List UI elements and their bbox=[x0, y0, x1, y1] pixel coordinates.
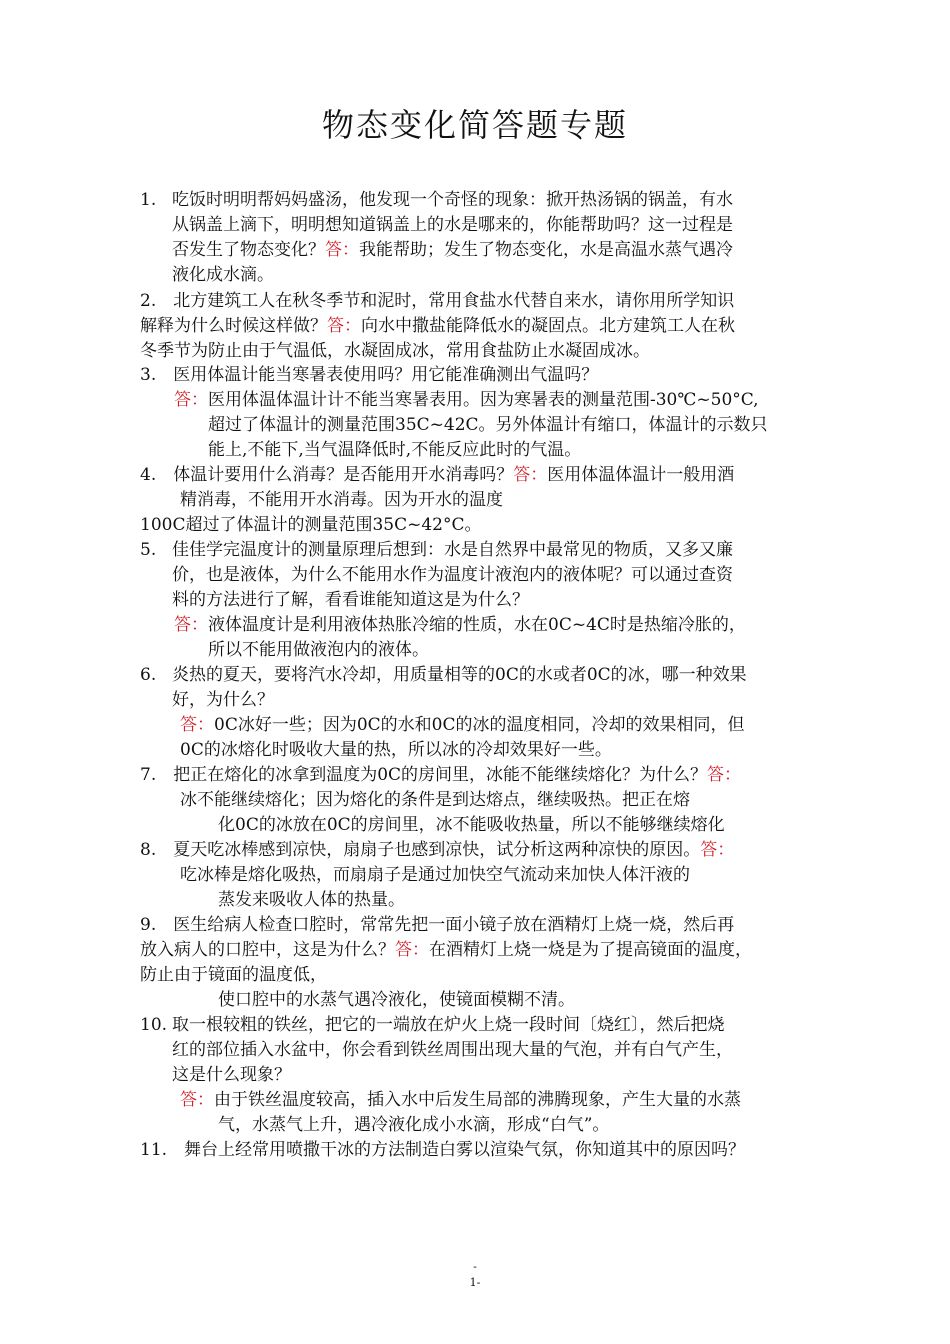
answer-2-line-2: 冬季节为防止由于气温低，水凝固成冰，常用食盐防止水凝固成冰。 bbox=[140, 341, 650, 361]
answer-9-text: 在酒精灯上烧一烧是为了提高镜面的温度， bbox=[429, 940, 752, 960]
question-5-line-3: 料的方法进行了解，看看谁能知道这是为什么？ bbox=[172, 590, 529, 610]
answer-6-line-1 bbox=[180, 713, 744, 737]
answer-4-line-2: 精消毒，不能用开水消毒。因为开水的温度 bbox=[180, 490, 503, 510]
answer-10-line-2: 气，水蒸气上升，遇冷液化成小水滴，形成“白气”。 bbox=[218, 1115, 610, 1135]
question-10-line-1: 取一根较粗的铁丝，把它的一端放在炉火上烧一段时间〔烧红〕，然后把烧 bbox=[172, 1015, 725, 1035]
question-5-line-1: 佳佳学完温度计的测量原理后想到：水是自然界中最常见的物质，又多又廉 bbox=[172, 540, 733, 560]
question-8-line-1 bbox=[140, 838, 734, 862]
answer-4-text: 医用体温体温计一般用酒 bbox=[547, 465, 735, 485]
answer-1-text: 我能帮助；发生了物态变化，水是高温水蒸气遇冷 bbox=[359, 240, 733, 260]
question-1-line-2: 从锅盖上滴下，明明想知道锅盖上的水是哪来的，你能帮助吗？这一过程是 bbox=[172, 215, 733, 235]
answer-8-line-2: 蒸发来吸收人体的热量。 bbox=[218, 890, 405, 910]
question-10-line-2: 红的部位插入水盆中，你会看到铁丝周围出现大量的气泡，并有白气产生， bbox=[172, 1040, 733, 1060]
answer-7-line-1: 冰不能继续熔化；因为熔化的条件是到达熔点，继续吸热。把正在熔 bbox=[180, 790, 690, 810]
answer-3-text: 医用体温体温计计不能当寒暑表用。因为寒暑表的测量范围-30℃~50°C, bbox=[208, 390, 759, 410]
answer-5-line-1 bbox=[174, 613, 746, 637]
question-2-line-1: 2. 北方建筑工人在秋冬季节和泥时，常用食盐水代替自来水，请你用所学知识 bbox=[140, 291, 735, 311]
answer-8-line-1: 吃冰棒是熔化吸热，而扇扇子是通过加快空气流动来加快人体汗液的 bbox=[180, 865, 690, 885]
answer-6-line-2: 0C的冰熔化时吸收大量的热，所以冰的冷却效果好一些。 bbox=[180, 740, 612, 760]
question-5-number: 5. bbox=[140, 540, 157, 560]
question-1-text: 否发生了物态变化？ bbox=[172, 240, 325, 260]
answer-label: 答： bbox=[180, 1090, 214, 1110]
question-5-line-2: 价，也是液体，为什么不能用水作为温度计液泡内的液体呢？可以通过查资 bbox=[172, 565, 733, 585]
answer-9-line-3: 使口腔中的水蒸气遇冷液化，使镜面模糊不清。 bbox=[218, 990, 575, 1010]
answer-10-text: 由于铁丝温度较高，插入水中后发生局部的沸腾现象，产生大量的水蒸 bbox=[214, 1090, 741, 1110]
answer-5-text: 液体温度计是利用液体热胀冷缩的性质，水在0C~4C时是热缩冷胀的， bbox=[208, 615, 746, 635]
answer-3-line-3: 能上,不能下,当气温降低时,不能反应此时的气温。 bbox=[208, 440, 582, 460]
question-10-number: 10. bbox=[140, 1015, 168, 1035]
question-9-line-2 bbox=[140, 938, 752, 962]
answer-label: 答： bbox=[327, 316, 361, 336]
answer-label: 答： bbox=[707, 765, 742, 785]
answer-3-line-1 bbox=[174, 388, 759, 412]
footer-dash: - bbox=[473, 1260, 477, 1273]
question-2-text: 解释为什么时候这样做？ bbox=[140, 316, 327, 336]
answer-2-text: 向水中撒盐能降低水的凝固点。北方建筑工人在秋 bbox=[361, 316, 735, 336]
answer-label: 答： bbox=[325, 240, 359, 260]
question-6-line-1: 炎热的夏天，要将汽水冷却，用质量相等的0C的水或者0C的冰，哪一种效果 bbox=[172, 665, 747, 685]
answer-10-line-1 bbox=[180, 1088, 741, 1112]
answer-label: 答： bbox=[395, 940, 429, 960]
question-8-text: 8. 夏天吃冰棒感到凉快，扇扇子也感到凉快，试分析这两种凉快的原因。 bbox=[140, 840, 701, 860]
question-10-line-3: 这是什么现象？ bbox=[172, 1065, 291, 1085]
question-9-text: 放入病人的口腔中，这是为什么？ bbox=[140, 940, 395, 960]
page-number: 1- bbox=[469, 1276, 481, 1289]
answer-label: 答： bbox=[513, 465, 548, 485]
question-1-number: 1. bbox=[140, 190, 157, 210]
question-11-line-1: 11. 舞台上经常用喷撒干冰的方法制造白雾以渲染气氛，你知道其中的原因吗？ bbox=[140, 1140, 746, 1160]
question-6-line-2: 好，为什么？ bbox=[172, 690, 274, 710]
answer-label: 答： bbox=[174, 615, 208, 635]
answer-label: 答： bbox=[174, 390, 208, 410]
question-6-number: 6. bbox=[140, 665, 157, 685]
answer-4-line-3: 100C超过了体温计的测量范围35C~42°C。 bbox=[140, 515, 482, 535]
question-1-line-1: 吃饭时明明帮妈妈盛汤，他发现一个奇怪的现象：掀开热汤锅的锅盖，有水 bbox=[172, 190, 733, 210]
answer-9-line-2: 防止由于镜面的温度低， bbox=[140, 965, 327, 985]
question-9-line-1: 9. 医生给病人检查口腔时，常常先把一面小镜子放在酒精灯上烧一烧，然后再 bbox=[140, 915, 735, 935]
answer-label: 答： bbox=[180, 715, 214, 735]
question-2-line-2 bbox=[140, 314, 735, 338]
answer-3-line-2: 超过了体温计的测量范围35C~42C。另外体温计有缩口，体温计的示数只 bbox=[208, 415, 768, 435]
question-3-line-1: 3. 医用体温计能当寒暑表使用吗？用它能准确测出气温吗？ bbox=[140, 365, 599, 385]
answer-1-line-2: 液化成水滴。 bbox=[172, 265, 274, 285]
question-4-text: 4. 体温计要用什么消毒？是否能用开水消毒吗？ bbox=[140, 465, 514, 485]
page-title: 物态变化简答题专题 bbox=[321, 106, 628, 144]
question-4-line-1 bbox=[140, 463, 734, 487]
question-7-line-1 bbox=[140, 763, 741, 787]
question-1-line-3 bbox=[172, 238, 733, 262]
question-7-text: 7. 把正在熔化的冰拿到温度为0C的房间里，冰能不能继续熔化？为什么？ bbox=[140, 765, 708, 785]
answer-7-line-2: 化0C的冰放在0C的房间里，冰不能吸收热量，所以不能够继续熔化 bbox=[218, 815, 725, 835]
answer-5-line-2: 所以不能用做液泡内的液体。 bbox=[208, 640, 429, 660]
answer-6-text: 0C冰好一些；因为0C的水和0C的冰的温度相同，冷却的效果相同，但 bbox=[214, 715, 745, 735]
answer-label: 答： bbox=[700, 840, 735, 860]
